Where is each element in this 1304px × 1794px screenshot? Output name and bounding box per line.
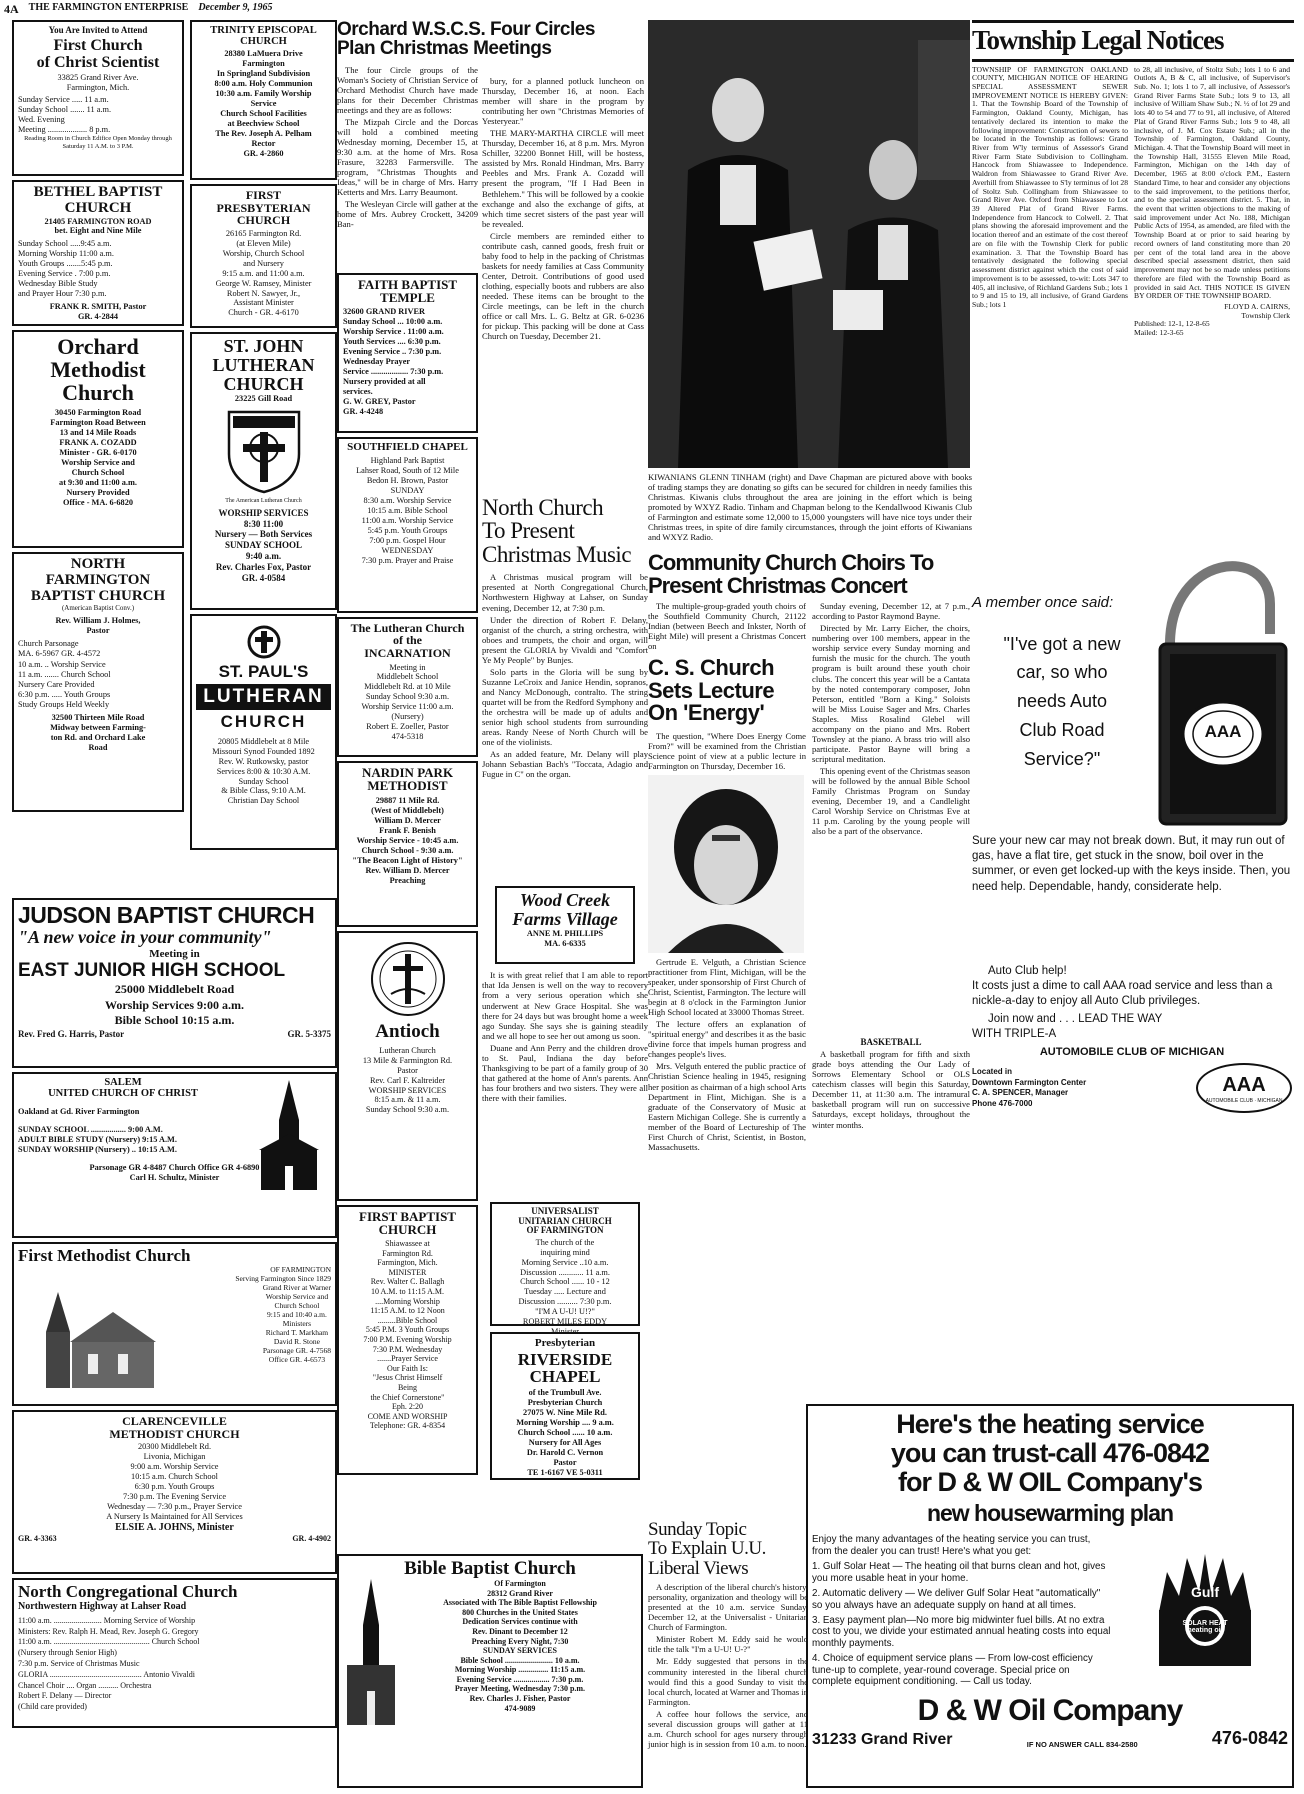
faith-baptist-ad	[337, 273, 478, 433]
church-details: 11:00 a.m. ........................ Morning Service of Worship Ministers: Rev. Ralph H. Mead, Rev. Joseph G. Gregory 11:00 a.m. ................................................ Church School (Nursery through Senior High) 7:30 p.m. Service of Christmas Music GLORIA .............................................. Antonio Vivaldi Chancel Choir .... Organ .......... Orchestra Robert F. Delany — Director (Child care provided)	[18, 1615, 200, 1712]
flame-icon	[1153, 1552, 1257, 1670]
church-name-line-2: LUTHERAN	[196, 684, 331, 710]
wscs-headline: Orchard W.S.C.S. Four Circles Plan Christmas Meetings	[337, 19, 595, 60]
aaa-footer	[972, 1063, 1292, 1113]
st-john-lutheran-ad	[190, 332, 337, 610]
southfield-chapel-ad	[337, 437, 478, 613]
column-5	[648, 20, 972, 1377]
church-steeple-illustration	[343, 1579, 399, 1729]
legal-notices-header	[972, 20, 1294, 62]
paragraph: Directed by Mr. Larry Eicher, the choirs, numbering over 100 members, appear in the worship service every Sunday morning and furnish the music for the church. The youth program is built around these youth choir clubs. The concert this year will be a Cantata by the noted contemporary composer, John Peterson, entitled "Born a King." Soloists will be Miss Louise Sager and Mrs. Charles Staples. Miss Rosalind Glebel will accompany on the piano and Mrs. Robert Townsley at the piano. A brass trio will also participate. Pastor Bayne will bring a scriptural meditation.	[812, 623, 970, 764]
church-illustration	[18, 1292, 158, 1392]
dw-phone: 476-0842	[1211, 1727, 1288, 1748]
church-name: ST. JOHN LUTHERAN CHURCH	[212, 336, 315, 394]
dw-company-name: D & W Oil Company	[917, 1693, 1183, 1727]
aaa-quote: "I've got a new car, so who needs Auto Club Road Service?"	[1003, 633, 1121, 769]
church-name: JUDSON BAPTIST CHURCH	[18, 902, 315, 928]
church-details: 28380 LaMuera Drive Farmington In Springland Subdivision 8:00 a.m. Holy Communion 10:30 a.m. Family Worship Service Church School Facilities at Beechview School The Rev. Joseph A. Pelham Rector GR. 4-2860	[214, 49, 313, 158]
basketball-heading: BASKETBALL	[860, 1037, 922, 1048]
paragraph: Under the direction of Robert F. Delany, organist of the church, a string orchestra, with oboes and trumpets, the choir and organ, will present the GLORIA by Vivaldi and "Comfort Ye My People" by Bunjes.	[482, 614, 648, 665]
aaa-help: Auto Club help!	[988, 964, 1067, 977]
paragraph: Sunday evening, December 12, at 7 p.m., according to Pastor Raymond Bayne.	[812, 601, 970, 622]
kiwanians-photo-image	[648, 20, 970, 468]
bethel-baptist-ad	[12, 180, 184, 326]
aaa-logo	[1196, 1063, 1292, 1113]
meeting-label: Meeting in	[149, 948, 200, 961]
phone-numbers: Church Parsonage MA. 6-5967 GR. 4-4572	[18, 638, 101, 658]
legal-signature: FLOYD A. CAIRNS, Township Clerk	[1224, 301, 1290, 320]
salem-church-ad	[12, 1072, 337, 1238]
church-address: 23225 Gill Road	[234, 393, 293, 403]
aaa-join: Join now and . . . LEAD THE WAY WITH TRIPLE-A	[972, 1012, 1163, 1041]
sunday-topic-article	[648, 1520, 808, 1790]
aaa-logo-can: AAA	[1204, 721, 1242, 741]
kiwanians-photo	[648, 20, 970, 468]
paragraph: Minister Robert M. Eddy said he would title the talk "I'm a U-U! U-?"	[648, 1634, 808, 1655]
headline-line-2: you can trust-call 476-0842	[890, 1438, 1210, 1469]
gulf-logo	[1122, 1534, 1288, 1687]
page-header	[4, 2, 349, 16]
affiliation: (American Baptist Conv.)	[61, 604, 135, 613]
emblem-text: The American Lutheran Church	[225, 497, 302, 504]
service-times: 25000 Middlebelt Road Worship Services 9:00 a.m. Bible School 10:15 a.m.	[105, 982, 244, 1028]
aaa-cost: It costs just a dime to call AAA road service and less than a nickle-a-day to enjoy all Auto Club privileges.	[972, 979, 1273, 1008]
sunday-topic-headline: Sunday Topic To Explain U.U. Liberal Views	[648, 1519, 766, 1579]
issue-date: December 9, 1965	[198, 2, 273, 13]
dw-benefit: 2. Automatic delivery — We deliver Gulf Solar Heat "automatically" so you always have an adequate supply on hand at all times.	[812, 1588, 1101, 1611]
paragraph: The multiple-group-graded youth choirs of the Southfield Community Church, 21122 Indian (between Beech and Inkster, North of Eight Mile) will present a Christmas Concert on	[648, 601, 806, 652]
minister-name: ELSIE A. JOHNS, Minister	[115, 1521, 234, 1533]
st-pauls-lutheran-ad	[190, 614, 337, 850]
clarenceville-phones	[18, 1534, 331, 1543]
legal-notice-right: to 28, all inclusive, of Stoltz Sub.; lots 1 to 6 and Outlots A, B & C, all inclusive, of Supervisor's Sub. No. 1; lots 1 to 7, all inclusive, of Assessor's Grand River Farms State Sub.; lots 9 to 13, all inclusive of William Shaw Sub.; N. ½ of lot 29 and lots 40 to 54 and 77 to 91, all inclusive, of Altered Plat of Grand River Farms Sub.; lots 9 to 48, all inclusive, of J. M. Cox Estate Sub.; all in the Township of Farmington, Oakland County, Michigan. 4. That the Township Board will meet in the Township Hall, 31555 Eleven Mile Road, Farmington, Michigan on the 14th day of December, 1965 at 8:00 o'clock P.M., Eastern Standard Time, to hear and consider any objections to the said improvement, to the petitions therfor, and to the special assessment district. 5. That, in the event that written objections to the making of said improvement under Act No. 188, Michigan Public Acts of 1954, as amended, are filed with the Township Board at or prior to said hearing by record owners of land constituting more than 20 per cent of the total land area in the above described special assessment district, then said improvement may not be so made unless petitions therefore are filed with the Township Board as provided in said Act. THIS NOTICE IS GIVEN BY ORDER OF THE TOWNSHIP BOARD.	[1134, 64, 1290, 301]
column-4	[482, 20, 648, 1480]
church-name: FAITH BAPTIST TEMPLE	[357, 276, 458, 306]
church-details: Lutheran Church 13 Mile & Farmington Rd. Pastor Rev. Carl F. Kaltreider WORSHIP SERVICES 8:15 a.m. & 11 a.m. Sunday School 9:30 a.m.	[362, 1045, 453, 1115]
st-pauls-emblem-icon	[247, 625, 281, 659]
pastor-name: FRANK R. SMITH, Pastor GR. 4-2844	[49, 302, 147, 322]
pastor-name: Rev. Fred G. Harris, Pastor	[18, 1028, 125, 1039]
legal-notice-right-column	[1134, 66, 1290, 526]
church-name: SOUTHFIELD CHAPEL	[347, 440, 468, 453]
riverside-chapel-ad	[490, 1332, 640, 1480]
church-details: Highland Park Baptist Lahser Road, South of 12 Mile Bedon H. Brown, Pastor SUNDAY 8:30 a.m. Worship Service 10:15 a.m. Bible School 11:00 a.m. Worship Service 5:45 p.m. Youth Groups 7:00 p.m. Gospel Hour WEDNESDAY 7:30 p.m. Prayer and Praise	[356, 456, 459, 565]
church-details: Worship Service and Church School 9:15 and 10:40 a.m. Ministers Richard T. Markham David R. Stone Parsonage GR. 4-7568 Office GR. 4-6573	[262, 1291, 331, 1364]
north-church-headline: North Church To Present Christmas Music	[482, 495, 632, 567]
church-details: 20300 Middlebelt Rd. Livonia, Michigan 9:00 a.m. Worship Service 10:15 a.m. Church School 6:30 p.m. Youth Groups 7:30 p.m. The Evening Service Wednesday — 7:30 p.m., Prayer Service A Nursery Is Maintained for All Services	[106, 1442, 243, 1521]
choirs-right-column	[812, 601, 970, 1377]
north-church-article	[482, 572, 648, 882]
dw-copy	[812, 1534, 1112, 1687]
first-methodist-ad	[12, 1242, 337, 1406]
paragraph: Mr. Eddy suggested that persons in the community interested in the liberal church would find this a good Sunday to visit the local church, located at Warner and Thomas in Farmington.	[648, 1656, 808, 1707]
church-building-illustration	[251, 1080, 327, 1190]
paragraph: This opening event of the Christmas season will be followed by the annual Bible School Family Christmas Program on Sunday evening, December 19, and a Candlelight Carol Worship Service on Christmas Eve at 11 p.m. Caroling by the young people will also be a part of the observance.	[812, 765, 970, 837]
judson-footer	[18, 1029, 331, 1039]
bible-baptist-body	[343, 1579, 637, 1729]
north-farmington-baptist-ad	[12, 552, 184, 812]
church-details: Shiawassee at Farmington Rd. Farmington, Mich. MINISTER Rev. Walter C. Ballagh 10 A.M. to 11:15 A.M. ....Morning Worship 11:15 A.M. to 12 Noon .........Bible School 5:45 P.M. 3 Youth Groups 7:00 P.M. Evening Worship 7:30 P.M. Wednesday .......Prayer Service Our Faith Is: "Jesus Christ Himself Being the Chief Cornerstone" Eph. 2:20 COME AND WORSHIP Telephone: GR. 4-8354	[363, 1239, 452, 1431]
denomination: Presbyterian	[534, 1337, 596, 1350]
church-name-line-1: ST. PAUL'S	[218, 662, 309, 681]
headline-line-4: new housewarming plan	[926, 1500, 1174, 1527]
cs-church-headline: C. S. Church Sets Lecture On 'Energy'	[648, 655, 775, 726]
incarnation-lutheran-ad	[337, 617, 478, 757]
first-baptist-ad	[337, 1205, 478, 1475]
column-6	[972, 20, 1294, 1113]
paragraph: Gertrude E. Velguth, a Christian Science practitioner from Flint, Michigan, will be the speaker, under sponsorship of First Church of Christ, Scientist, Farmington. The lecture will begin at 8 o'clock in the Farmington Junior High School located at 33000 Thomas Street.	[648, 956, 806, 1018]
nardin-park-methodist-ad	[337, 761, 478, 927]
contacts: Parsonage GR 4-8487 Church Office GR 4-6890 Carl H. Schultz, Minister	[89, 1162, 260, 1182]
paragraph: Solo parts in the Gloria will be sung by Suzanne LeCroix and Janice Hendin, sopranos, and Nancy McDonough, contralto. The string quartet will be from the Redford Symphony and the orchestra will be made up of adults and senior high school students from surrounding areas. Randy Neese of North Church will be one of the violinists.	[482, 666, 648, 748]
paragraph: The question, "Where Does Energy Come From?" will be examined from the Christian Science point of view at a public lecture in Farmington on Thursday, December 16.	[648, 730, 806, 771]
paragraph: A basketball program for fifth and sixth grade boys attending the Our Lady of Sorrows Elementary School or OLS catechism classes will begin this Saturday, December 11, at 11:30 a.m. The intramural basketball program will run on successive Saturdays, except holidays, throughout the winter months.	[812, 1049, 970, 1130]
publication-dates: Published: 12-1, 12-8-65 Mailed: 12-3-65	[1134, 319, 1210, 338]
dw-alt-phone: IF NO ANSWER CALL 834-2580	[1026, 1739, 1138, 1749]
church-name: First Methodist Church	[18, 1246, 191, 1265]
meeting-location: EAST JUNIOR HIGH SCHOOL	[18, 960, 286, 982]
dw-headline	[812, 1410, 1288, 1526]
church-details: of the Trumbull Ave. Presbyterian Church 27075 W. Nine Mile Rd. Morning Worship .... 9 a.m. Church School ...... 10 a.m. Nursery for All Ages Dr. Harold C. Vernon Pastor TE 1-6167 VE 5-0311	[516, 1388, 614, 1477]
dw-benefit: 1. Gulf Solar Heat — The heating oil that burns clean and hot, gives you more usable heat in your home.	[812, 1561, 1106, 1584]
aaa-body: Sure your new car may not break down. But, it may run out of gas, have a flat tire, get stuck in the snow, boil over in the summer, or even get locked-up with the keys inside. Then, you need help. Dependable, handy, considerate help.	[972, 834, 1291, 893]
church-details: 32600 GRAND RIVER Sunday School ... 10:00 a.m. Worship Service . 11:00 a.m. Youth Services .... 6:30 p.m. Evening Service .. 7:30 p.m. Wednesday Prayer Service .................. 7:30 p.m. Nursery provided at all services. G. W. GREY, Pastor GR. 4-4248	[343, 307, 444, 416]
service-times: SUNDAY SCHOOL ................. 9:00 A.M. ADULT BIBLE STUDY (Nursery) 9:15 A.M. SUNDAY WORSHIP (Nursery) .. 10:15 A.M.	[18, 1124, 177, 1154]
paragraph: The Wesleyan Circle will gather at the home of Mrs. Aubrey Crockett, 34209 Ban-	[337, 199, 478, 230]
church-address: 21405 FARMINGTON ROAD bet. Eight and Nine Mile	[44, 216, 152, 236]
paragraph: THE MARY-MARTHA CIRCLE will meet Thursday, December 16, at 8 p.m. Mrs. Myron Schiller, 32200 Bonnet Hill, will be hostess, assisted by Mrs. Ronald Hindman, Mrs. Barry Peebles and Mrs. Frank A. Cozadd will present the program, "If I Had Been in Bethlehem." This will be followed by a cookie exchange and also the exchange of gifts, at which time secret sisters of the past year will be revealed.	[482, 128, 644, 229]
church-cross-emblem-icon	[369, 940, 447, 1018]
choirs-article	[648, 601, 972, 1377]
aaa-ad	[972, 534, 1294, 964]
church-name: Orchard Methodist Church	[50, 334, 146, 406]
church-name: FIRST PRESBYTERIAN CHURCH	[216, 188, 311, 228]
orchard-methodist-ad	[12, 330, 184, 548]
gas-can-illustration	[1150, 534, 1290, 830]
aaa-location: Located in Downtown Farmington Center C. A. SPENCER, Manager Phone 476-7000	[972, 1066, 1087, 1109]
church-name: RIVERSIDE CHAPEL	[517, 1349, 613, 1387]
church-name: NORTH FARMINGTON BAPTIST CHURCH	[30, 556, 166, 604]
headline-line-3: for D & W OIL Company's	[898, 1467, 1202, 1498]
church-details: 29887 11 Mile Rd. (West of Middlebelt) William D. Mercer Frank F. Benish Worship Service - 10:45 a.m. Church School - 9:30 a.m. "The Beacon Light of History" Rev. William D. Mercer Preaching	[352, 796, 463, 885]
aaa-said: A member once said:	[972, 593, 1114, 611]
church-slogan: "A new voice in your community"	[18, 927, 272, 948]
antioch-lutheran-ad	[337, 931, 478, 1201]
church-name: SALEM UNITED CHURCH OF CHRIST	[48, 1077, 198, 1100]
church-address: Oakland at Gd. River Farmington	[18, 1107, 140, 1117]
velguth-portrait	[648, 775, 804, 953]
aaa-ad-continued	[972, 964, 1292, 1114]
first-presbyterian-ad	[190, 184, 337, 328]
lutheran-shield-icon	[225, 408, 303, 494]
aaa-club-name: AUTOMOBILE CLUB OF MICHIGAN	[1039, 1045, 1225, 1058]
headline-line-1: Here's the heating service	[896, 1409, 1204, 1439]
church-name: BETHEL BAPTIST CHURCH	[33, 184, 163, 216]
aaa-logo-text: AAA	[1222, 1073, 1266, 1096]
church-name: First Church of Christ Scientist	[36, 36, 160, 71]
choirs-headline: Community Church Choirs To Present Christmas Concert	[648, 550, 934, 598]
church-directory-column-2	[190, 20, 337, 854]
paragraph: A coffee hour follows the service, and several discussion groups will gather at 11 a.m. Church school for ages nursery through junior high is in session from 10 a.m. to noon.	[648, 1708, 808, 1749]
dw-address: 31233 Grand River	[812, 1730, 953, 1748]
judson-baptist-ad	[12, 898, 337, 1068]
service-times: 10 a.m. .. Worship Service 11 a.m. ....... Church School Nursery Care Provided 6:30 p.m. ..... Youth Groups Study Groups Held Weekly	[18, 660, 111, 710]
service-times: Sunday School .....9:45 a.m. Morning Worship 11:00 a.m. Youth Groups .......5:45 p.m. Evening Service . 7:00 p.m. Wednesday Bible Study and Prayer Hour 7:30 p.m.	[18, 239, 114, 299]
wood-creek-masthead	[495, 886, 635, 964]
dw-benefit: 4. Choice of equipment service plans — From low-cost efficiency tune-up to complete, year-round coverage. Special price on complete equipment conditioning. — Call us today.	[812, 1653, 1093, 1688]
bible-baptist-ad	[337, 1554, 643, 1788]
column-title: Wood Creek Farms Village	[512, 890, 618, 930]
paragraph: Circle members are reminded either to contribute cash, canned goods, fresh fruit or baby food to help in the packing of Christmas baskets for needy families at Cass Community Center, Detroit. Contributions of good used clothing, especially boots and rubbers are also needed. These items can be brought to the Circle meetings, can be left in the church office or call Mrs. L. G. Beltz at GR. 6-0236 for pickup. This packing will be done at Cass Church on Tuesday, December 21.	[482, 230, 644, 342]
paragraph: The four Circle groups of the Woman's Society of Christian Service of Orchard Methodist Church have made plans for their December Christmas meetings and they are as follows:	[337, 64, 478, 115]
church-address: 32500 Thirteen Mile Road Midway between Farming- ton Rd. and Orchard Lake Road	[50, 713, 146, 753]
church-name: UNIVERSALIST UNITARIAN CHURCH OF FARMINGTON	[518, 1206, 612, 1236]
church-name: North Congregational Church	[18, 1582, 238, 1601]
paragraph: It is with great relief that I am able to report that Ida Jensen is well on the way to recovery from a very serious operation which she underwent at New Grace Hospital. She was there for 24 days but was brought home a week ago Sunday. She says she is gaining steadily and we all hope to see her out among us soon.	[482, 970, 648, 1041]
church-directory-column-1	[12, 20, 184, 816]
aaa-body-copy	[972, 834, 1292, 896]
church-address: 33825 Grand River Ave. Farmington, Mich.	[57, 73, 139, 93]
dw-intro: Enjoy the many advantages of the heating service you can trust, from the dealer you can trust! Here's what you get:	[812, 1534, 1091, 1557]
reading-room-note: Reading Room in Church Edifice Open Monday through Saturday 11 A.M. to 3 P.M.	[24, 135, 172, 150]
church-details: 26165 Farmington Rd. (at Eleven Mile) Worship, Church School and Nursery 9:15 a.m. and 11:00 a.m. George W. Ramsey, Minister Robert N. Sawyer, Jr., Assistant Minister Church - GR. 4-6170	[215, 228, 312, 318]
ad-intro: You Are Invited to Attend	[48, 25, 148, 35]
church-name: Bible Baptist Church	[404, 1558, 576, 1579]
dw-body	[812, 1534, 1288, 1687]
church-details: 30450 Farmington Road Farmington Road Between 13 and 14 Mile Roads FRANK A. COZADD Minister - GR. 6-0170 Worship Service and Church School at 9:30 and 11:00 a.m. Nursery Provided Office - MA. 6-6820	[50, 408, 146, 507]
bottom-church-directory	[12, 898, 337, 1732]
paper-name: THE FARMINGTON ENTERPRISE	[28, 2, 189, 13]
gulf-logo-text: Gulf	[1191, 1584, 1219, 1601]
church-name: FIRST BAPTIST CHURCH	[359, 1208, 456, 1238]
phone-number: GR. 4-4902	[292, 1533, 331, 1543]
church-name: NARDIN PARK METHODIST	[361, 764, 454, 794]
phone-number: GR. 5-3375	[287, 1028, 331, 1039]
wood-creek-article	[482, 970, 648, 1202]
church-name: The Lutheran Church of the INCARNATION	[350, 620, 465, 660]
church-name: TRINITY EPISCOPAL CHURCH	[210, 25, 317, 48]
church-details: WORSHIP SERVICES 8:30 11:00 Nursery — Both Services SUNDAY SCHOOL 9:40 a.m. Rev. Charles Fox, Pastor GR. 4-0584	[214, 507, 313, 583]
north-congregational-ad	[12, 1578, 337, 1728]
church-details: Of Farmington 28312 Grand River Associated with The Bible Baptist Fellowship 800 Churches in the United States Dedication Services continue with Rev. Dinant to December 12 Preaching Every Night, 7:30 SUNDAY SERVICES Bible School ........................ 10 a.m. Morning Worship ............... 11:15 a.m. Evening Service .................. 7:30 p.m. Prayer Meeting, Wednesday 7:30 p.m. Rev. Charles J. Fisher, Pastor 474-9089	[443, 1578, 597, 1713]
velguth-portrait-image	[648, 775, 804, 953]
paragraph: The Mizpah Circle and the Dorcas will hold a combined meeting Wednesday morning, December 15, at 9:30 a.m. at the home of Mrs. Rosa Frasure, 32283 Farmersville. The program, "Christmas Thoughts and Ideas," will be in charge of Mrs. Harry Ketterts and Mrs. Larry Beaumont.	[337, 116, 478, 198]
legal-notices-title: Township Legal Notices	[972, 25, 1224, 55]
church-subtitle: OF FARMINGTON Serving Farmington Since 1829 Grand River at Warner	[235, 1264, 331, 1292]
paragraph: As an added feature, Mr. Delany will play Johann Sebastian Bach's "Toccata, Adagio and Fugue in C" on the organ.	[482, 749, 648, 780]
church-address: Northwestern Highway at Lahser Road	[18, 1600, 187, 1612]
church-name-line-3: CHURCH	[220, 711, 307, 731]
unitarian-church-ad	[490, 1202, 640, 1337]
first-methodist-body	[18, 1292, 331, 1392]
trinity-episcopal-ad	[190, 20, 337, 180]
church-details: The church of the inquiring mind Morning Service ..10 a.m. Discussion ............ 11 a.m. Church School ...... 10 - 12 Tuesday ..... Lecture and Discussion .......... 7:30 p.m. "I'M A U-U! U!?" ROBERT MILES EDDY Minister	[518, 1237, 612, 1337]
paragraph: A description of the liberal church's history, personality, organization and theology will be presented at the 10 a.m. service Sunday, December 12, at the Universalist - Unitarian Church of Farmington.	[648, 1582, 808, 1633]
dw-footer	[812, 1728, 1288, 1749]
paragraph: bury, for a planned potluck luncheon on Thursday, December 16, at noon. Each member will share in the program by contributing her own "Christmas Memories of Yesteryear."	[482, 76, 644, 127]
choirs-left-column	[648, 601, 806, 1377]
wscs-article-right	[482, 76, 644, 494]
church-details: 20805 Middlebelt at 8 Mile Missouri Synod Founded 1892 Rev. W. Rutkowsky, pastor Services 8:00 & 10:30 A.M. Sunday School & Bible Class, 9:10 A.M. Christian Day School	[212, 736, 315, 806]
legal-notice-left: TOWNSHIP OF FARMINGTON OAKLAND COUNTY, MICHIGAN NOTICE OF HEARING SPECIAL ASSESSMENT SEWER IMPROVEMENT NOTICE IS HEREBY GIVEN: 1. That the Township Board of the Township of Farmington, Oakland County, Michigan, has tentatively declared its intention to make the following improvement: Construction of sewers to be located in the Township as follows: Grand River from W'ly terminus of Assessor's Grand River Farm State Subdivision to Collingham. Hancock from Shiawassee to Independence. Waldron from Shiawassee to Grand River Ave. Averhill from Shiawassee to S'ly terminus of lot 28 of Stoltz Sub. Collingham from Shiawassee to Grand River Ave. Oxford from Shiawassee to Lot 39 Altered Plat of Grand River Farms. Independence from Hancock to Colwell. 2. That plans showing the aforesaid improvement and the location thereof and an estimate of the cost thereof are on file with the Township Clerk for public examination. 3. That the Township Board has tentatively designated the following special assessment district against which the cost of said improvement is to be assessed, to-wit: Lots 347 to 405, all inclusive, of Richland Gardens Sub.; lots 1 to 9 and 15 to 19, all inclusive, of Grand Gardens Sub.; lots 1	[972, 64, 1128, 309]
photo-caption: KIWANIANS GLENN TINHAM (right) and Dave Chapman are pictured above with books of trading stamps they are donating so gifts can be secured for children in needy families this Christmas. Kiwanis clubs throughout the area are joining in the effort which is being promoted by WXYZ Radio. Tinham and Chapman belong to the Kendallwood Kiwanis Club of Farmington and estimate some 12,000 to 15,000 youngsters will have nice toys under their Christmas trees, in spite of dire family circumstances, through the joint efforts of Kiwanians and WXYZ Radio.	[648, 472, 972, 543]
dw-benefit: 3. Easy payment plan—No more big midwinter fuel bills. At no extra cost to you, we divide your estimated annual heating costs into equal monthly payments.	[812, 1615, 1111, 1649]
dw-oil-ad	[806, 1404, 1294, 1788]
legal-notice-body	[972, 66, 1294, 526]
paragraph: Duane and Ann Perry and the children drove to St. Paul, Indiana the day before Thanksgiving to be part of a family group of 30 that gathered at the home of Ann's parents. Ann has four brothers and two sisters. They were all there with their families.	[482, 1042, 648, 1103]
phone-number: GR. 4-3363	[18, 1533, 57, 1543]
church-name: CLARENCEVILLE METHODIST CHURCH	[109, 1414, 240, 1441]
clarenceville-methodist-ad	[12, 1410, 337, 1574]
church-details: Meeting in Middlebelt School Middlebelt Rd. at 10 Mile Sunday School 9:30 a.m. Worship Service 11:00 a.m. (Nursery) Robert E. Zoeller, Pastor 474-5318	[361, 662, 454, 742]
church-name: Antioch	[375, 1020, 440, 1042]
first-church-scientist-ad	[12, 20, 184, 176]
gulf-logo-subtitle: SOLAR HEAT heating oil	[1182, 1620, 1228, 1635]
page-number: 4A	[4, 2, 19, 16]
paragraph: A Christmas musical program will be presented at North Congregational Church, Northwestern Highway at Lahser, on Sunday evening, December 12, at 7:30 p.m.	[482, 572, 648, 613]
byline: ANNE M. PHILLIPS MA. 6-6335	[526, 929, 604, 949]
paragraph: Mrs. Velguth entered the public practice of Christian Science healing in 1945, resigning her position as chairman of a high school Arts Department in Flint, Michigan. She is a graduate of the Conservatory of Music at Eastern Michigan College. She is currently a member of the Board of Lectureship of The First Church of Christ, Scientist, in Boston, Massachusetts.	[648, 1061, 806, 1152]
aaa-logo-ring-text: AUTOMOBILE CLUB · MICHIGAN	[1205, 1098, 1283, 1105]
service-times: Sunday Service ..... 11 a.m. Sunday School ....... 11 a.m. Wed. Evening Meeting ................... 8 p.m.	[18, 95, 112, 135]
wscs-article-left	[337, 65, 478, 273]
paragraph: The lecture offers an explanation of "spiritual energy" and describes it as the basic divine force that impels human progress and changes people's lives.	[648, 1019, 806, 1060]
pastor-name: Rev. William J. Holmes, Pastor	[55, 615, 141, 635]
